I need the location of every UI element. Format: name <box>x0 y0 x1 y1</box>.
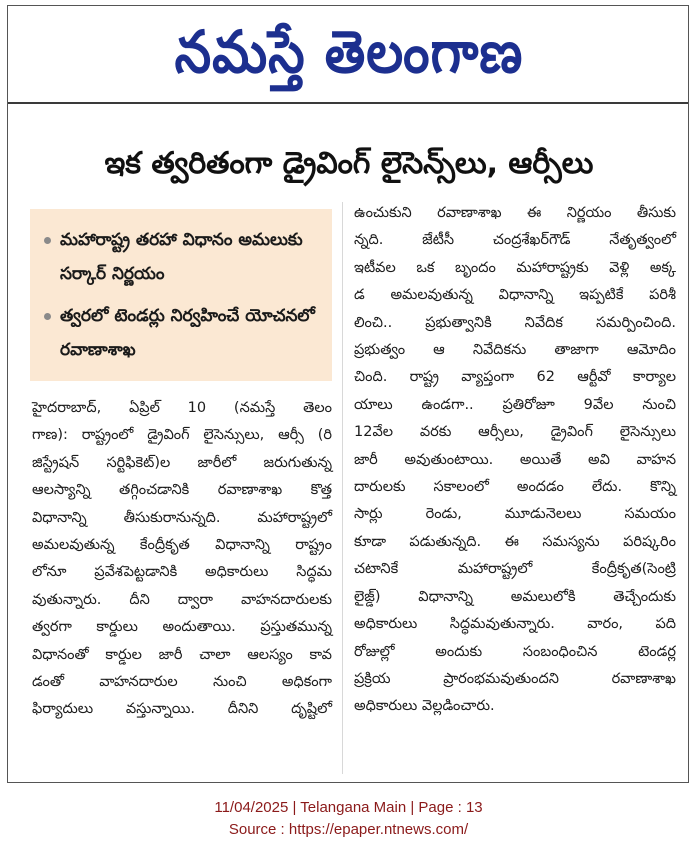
column-divider <box>342 202 343 774</box>
text-line: లోనూ ప్రవేశపెట్టడానికి అధికారులు సిద్ధమ <box>32 564 332 581</box>
text-line: గాణ): రాష్ట్రంలో డ్రైవింగ్ లైసెన్సులు, ఆర్సీ (రి <box>32 427 332 444</box>
article-headline: ఇక త్వరితంగా డ్రైవింగ్ లైసెన్స్‌లు, ఆర్సీలు <box>104 146 594 181</box>
footer-source-link[interactable]: Source : https://epaper.ntnews.com/ <box>228 821 469 838</box>
article-column-right <box>354 200 676 721</box>
text-line: అధికారులు సిద్ధమవుతున్నారు. వారం, పది <box>354 616 676 633</box>
highlight-item <box>44 223 322 291</box>
text-line: విధానాన్ని తీసుకురానున్నది. మహారాష్ట్రలో <box>32 509 332 526</box>
text-line: సార్లు రెండు, మూడునెలలు సమయం <box>354 506 676 523</box>
text-line: జారీ అవుతుంటాయి. అయితే అవి వాహన <box>354 451 676 468</box>
highlights-box <box>30 209 332 381</box>
text-line: డంతో వాహనదారుల నుంచి అధికంగా <box>32 674 332 691</box>
text-line: డ అమలవుతున్న విధానాన్ని ఇప్పటికే పరిశీ <box>354 287 676 304</box>
text-line: ప్రక్రియ ప్రారంభమవుతుందని రవాణాశాఖ <box>354 670 676 687</box>
text-line: దారులకు సకాలంలో అందడం లేదు. కొన్ని <box>354 479 676 496</box>
bullet-icon <box>44 313 51 320</box>
text-line: త్వరగా కార్డులు అందుతాయి. ప్రస్తుతమున్న <box>32 619 332 636</box>
newspaper-clipping-frame <box>7 5 689 783</box>
text-line: న్నది. జేటీసీ చంద్రశేఖర్‌గౌడ్ నేతృత్వంలో <box>354 232 676 249</box>
text-line: ఆలస్యాన్ని తగ్గించడానికి రవాణాశాఖ కొత్త <box>32 482 332 499</box>
text-line: చింది. రాష్ట్ర వ్యాప్తంగా 62 ఆర్టీవో కార్యాల <box>354 369 676 386</box>
text-line: ఇటీవల ఒక బృందం మహారాష్ట్రకు వెళ్లి అక్క <box>354 259 676 276</box>
footer-date-page: 11/04/2025 | Telangana Main | Page : 13 <box>214 799 483 816</box>
text-line: రోజుల్లో అందుకు సంబంధించిన టెండర్ల <box>354 643 676 660</box>
masthead-title: నమస్తే తెలంగాణ <box>174 19 524 87</box>
text-line: లైజ్డ్) విధానాన్ని అమలులోకి తెచ్చేందుకు <box>354 588 676 605</box>
text-line: అమలవుతున్న కేంద్రీకృత విధానాన్ని రాష్ట్రం <box>32 537 332 554</box>
text-line: ఉంచుకుని రవాణాశాఖ ఈ నిర్ణయం తీసుకు <box>354 205 676 221</box>
text-line: వుతున్నారు. దీని ద్వారా వాహనదారులకు <box>32 591 332 608</box>
text-line: అధికారులు వెల్లడించారు. <box>354 698 495 715</box>
text-line: లించి.. ప్రభుత్వానికి నివేదిక సమర్పించింది. <box>354 314 676 331</box>
source-footer <box>0 797 697 841</box>
highlight-text: మహారాష్ట్ర తరహా విధానం అమలుకు సర్కార్ నిర్ణయం <box>60 230 303 284</box>
text-line: జిస్ట్రేషన్ సర్టిఫికెట్)ల జారీలో జరుగుతున్న <box>32 454 332 471</box>
text-line: 12వేల వరకు ఆర్సీలు, డ్రైవింగ్ లైసెన్సులు <box>354 424 676 441</box>
text-line: ప్రభుత్వం ఆ నివేదికను తాజాగా ఆమోదిం <box>354 342 676 359</box>
highlight-text: త్వరలో టెండర్లు నిర్వహించే యోచనలో రవాణాశాఖ <box>60 306 315 360</box>
highlight-item <box>44 299 322 367</box>
bullet-icon <box>44 237 51 244</box>
masthead-rule <box>8 102 688 104</box>
text-line: చటానికే మహారాష్ట్రలో కేంద్రీకృత(సెంట్రి <box>354 561 676 578</box>
text-line: యాలు ఉండగా.. ప్రతిరోజూ 9వేల నుంచి <box>354 396 676 413</box>
text-line: ఫిర్యాదులు వస్తున్నాయి. దీనిని దృష్టిలో <box>32 701 332 718</box>
text-line: కూడా పడుతున్నది. ఈ సమస్యను పరిష్కరిం <box>354 533 676 550</box>
article-column-left <box>32 395 332 724</box>
text-line: హైదరాబాద్, ఏప్రిల్ 10 (నమస్తే తెలం <box>32 400 332 416</box>
text-line: విధానంతో కార్డుల జారీ చాలా ఆలస్యం కావ <box>32 646 332 663</box>
